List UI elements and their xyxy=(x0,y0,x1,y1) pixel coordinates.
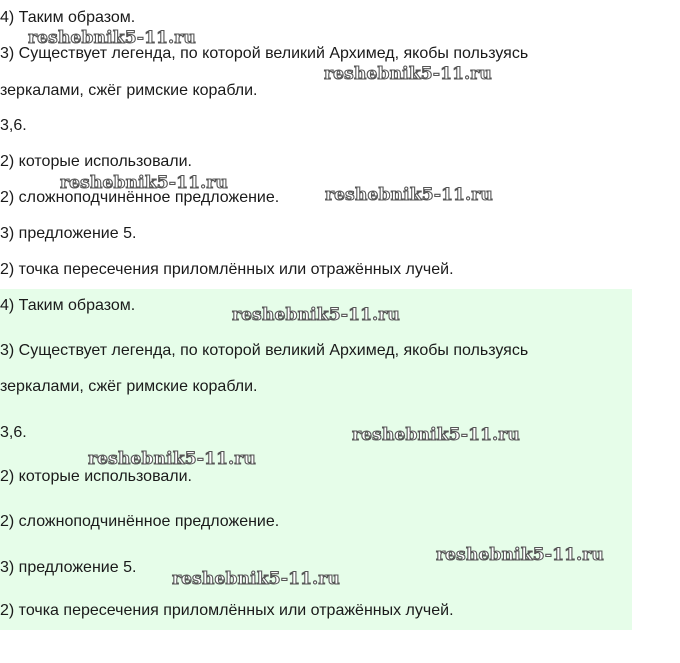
watermark-text: reshebnik5-11.ru xyxy=(88,449,256,469)
answer-line: 3,6. xyxy=(0,117,27,134)
watermark-text: reshebnik5-11.ru xyxy=(172,569,340,589)
answer-line: 2) сложноподчинённое предложение. xyxy=(0,189,280,206)
watermark-text: reshebnik5-11.ru xyxy=(28,28,196,48)
answer-line: 3) Существует легенда, по которой великий Архимед, якобы пользуясь xyxy=(0,342,529,359)
answer-line: 2) точка пересечения приломлённых или отражённых лучей. xyxy=(0,261,454,278)
answer-line: 2) сложноподчинённое предложение. xyxy=(0,513,280,530)
answer-line: 3) предложение 5. xyxy=(0,559,137,576)
watermark-text: reshebnik5-11.ru xyxy=(60,173,228,193)
answer-line: 2) точка пересечения приломлённых или отражённых лучей. xyxy=(0,602,454,619)
watermark-text: reshebnik5-11.ru xyxy=(325,185,493,205)
answer-line: 4) Таким образом. xyxy=(0,9,136,26)
watermark-text: reshebnik5-11.ru xyxy=(324,64,492,84)
watermark-text: reshebnik5-11.ru xyxy=(232,305,400,325)
answer-line: 3) Существует легенда, по которой великий Архимед, якобы пользуясь xyxy=(0,45,529,62)
answer-line: 3) предложение 5. xyxy=(0,225,137,242)
answer-line: зеркалами, сжёг римские корабли. xyxy=(0,82,258,99)
answer-line: 2) которые использовали. xyxy=(0,153,192,170)
watermark-text: reshebnik5-11.ru xyxy=(352,425,520,445)
answer-line: зеркалами, сжёг римские корабли. xyxy=(0,378,258,395)
watermark-text: reshebnik5-11.ru xyxy=(436,545,604,565)
answer-line: 2) которые использовали. xyxy=(0,468,192,485)
answer-line: 3,6. xyxy=(0,424,27,441)
answer-line: 4) Таким образом. xyxy=(0,297,136,314)
